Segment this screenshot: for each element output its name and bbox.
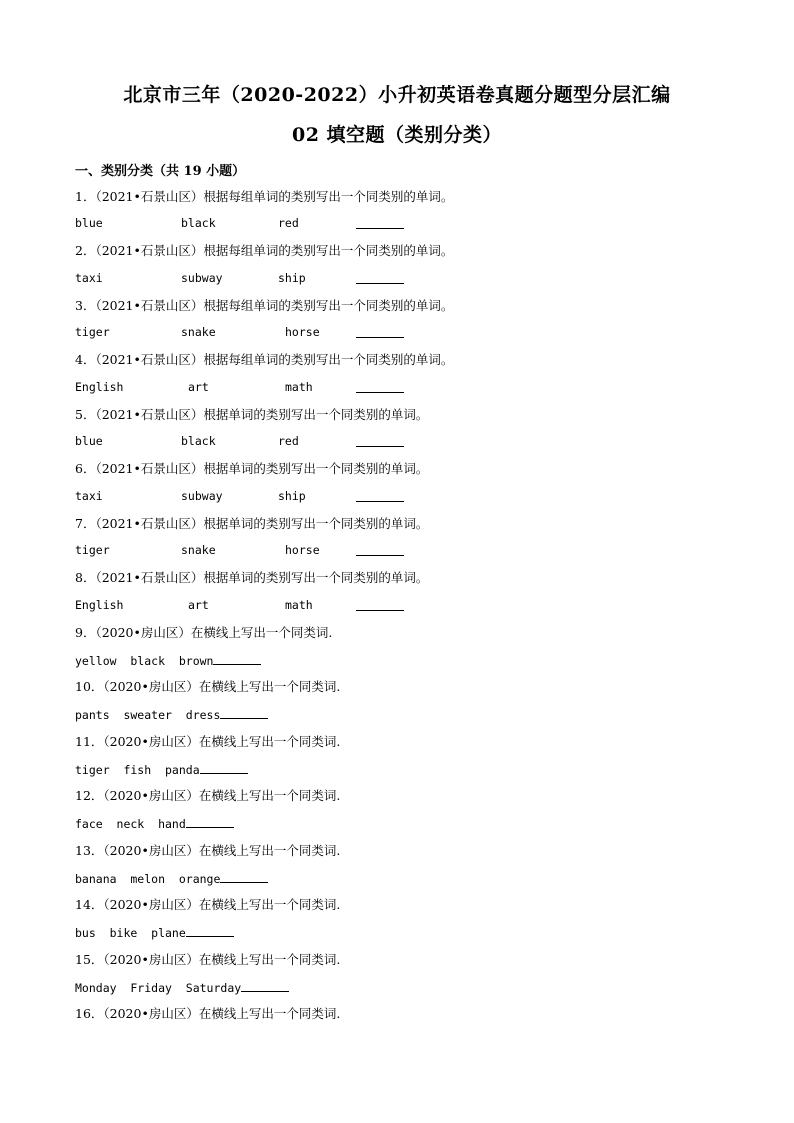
question-stem: 10．（2020•房山区）在横线上写出一个同类词.	[75, 679, 341, 694]
answer-blank[interactable]	[186, 924, 234, 937]
word: horse	[285, 325, 320, 339]
word: subway	[181, 489, 223, 503]
word: snake	[181, 325, 216, 339]
word: English	[75, 380, 124, 394]
answer-blank[interactable]	[356, 216, 404, 229]
answer-blank[interactable]	[186, 815, 234, 828]
question-stem: 6．（2021•石景山区）根据单词的类别写出一个同类别的单词。	[75, 461, 429, 476]
word-group: Monday Friday Saturday	[75, 981, 242, 995]
answer-blank[interactable]	[356, 325, 404, 338]
section-heading: 一、类别分类（共 19 小题）	[75, 164, 246, 179]
word-group: yellow black brown	[75, 654, 214, 668]
answer-blank[interactable]	[241, 979, 289, 992]
word: subway	[181, 271, 223, 285]
answer-blank[interactable]	[220, 706, 268, 719]
question-stem: 7．（2021•石景山区）根据单词的类别写出一个同类别的单词。	[75, 516, 429, 531]
word-line	[75, 761, 248, 777]
word-group: bus bike plane	[75, 926, 186, 940]
word-group: face neck hand	[75, 817, 186, 831]
word: red	[278, 216, 299, 230]
word-line	[75, 652, 261, 668]
question-stem: 14．（2020•房山区）在横线上写出一个同类词.	[75, 897, 341, 912]
answer-blank[interactable]	[200, 761, 248, 774]
word: tiger	[75, 325, 110, 339]
word: taxi	[75, 271, 103, 285]
answer-blank[interactable]	[213, 652, 261, 665]
word: tiger	[75, 543, 110, 557]
answer-blank[interactable]	[356, 543, 404, 556]
word: math	[285, 598, 313, 612]
word-group: pants sweater dress	[75, 708, 221, 722]
word: ship	[278, 489, 306, 503]
word: ship	[278, 271, 306, 285]
word: art	[188, 598, 209, 612]
question-stem: 16．（2020•房山区）在横线上写出一个同类词.	[75, 1006, 341, 1021]
word: black	[181, 434, 216, 448]
answer-blank[interactable]	[356, 271, 404, 284]
question-stem: 11．（2020•房山区）在横线上写出一个同类词.	[75, 734, 341, 749]
answer-blank[interactable]	[356, 598, 404, 611]
question-stem: 1．（2021•石景山区）根据每组单词的类别写出一个同类别的单词。	[75, 189, 454, 204]
word-line	[75, 924, 234, 940]
word: taxi	[75, 489, 103, 503]
answer-blank[interactable]	[220, 870, 268, 883]
question-stem: 5．（2021•石景山区）根据单词的类别写出一个同类别的单词。	[75, 407, 429, 422]
question-stem: 9．（2020•房山区）在横线上写出一个同类词.	[75, 625, 333, 640]
answer-blank[interactable]	[356, 380, 404, 393]
question-stem: 12．（2020•房山区）在横线上写出一个同类词.	[75, 788, 341, 803]
word: snake	[181, 543, 216, 557]
word: black	[181, 216, 216, 230]
question-stem: 3．（2021•石景山区）根据每组单词的类别写出一个同类别的单词。	[75, 298, 454, 313]
question-stem: 15．（2020•房山区）在横线上写出一个同类词.	[75, 952, 341, 967]
word-group: tiger fish panda	[75, 763, 200, 777]
word-line	[75, 815, 234, 831]
word: math	[285, 380, 313, 394]
word: English	[75, 598, 124, 612]
question-stem: 4．（2021•石景山区）根据每组单词的类别写出一个同类别的单词。	[75, 352, 454, 367]
document-subtitle: 02 填空题（类别分类）	[291, 124, 503, 146]
word-line	[75, 870, 268, 886]
question-stem: 13．（2020•房山区）在横线上写出一个同类词.	[75, 843, 341, 858]
question-stem: 8．（2021•石景山区）根据单词的类别写出一个同类别的单词。	[75, 570, 429, 585]
document-title: 北京市三年（2020-2022）小升初英语卷真题分题型分层汇编	[123, 84, 671, 106]
word: blue	[75, 434, 103, 448]
answer-blank[interactable]	[356, 434, 404, 447]
answer-blank[interactable]	[356, 489, 404, 502]
word-line	[75, 979, 289, 995]
word-group: banana melon orange	[75, 872, 221, 886]
word: blue	[75, 216, 103, 230]
word: red	[278, 434, 299, 448]
word-line	[75, 706, 268, 722]
word: horse	[285, 543, 320, 557]
word: art	[188, 380, 209, 394]
question-stem: 2．（2021•石景山区）根据每组单词的类别写出一个同类别的单词。	[75, 243, 454, 258]
